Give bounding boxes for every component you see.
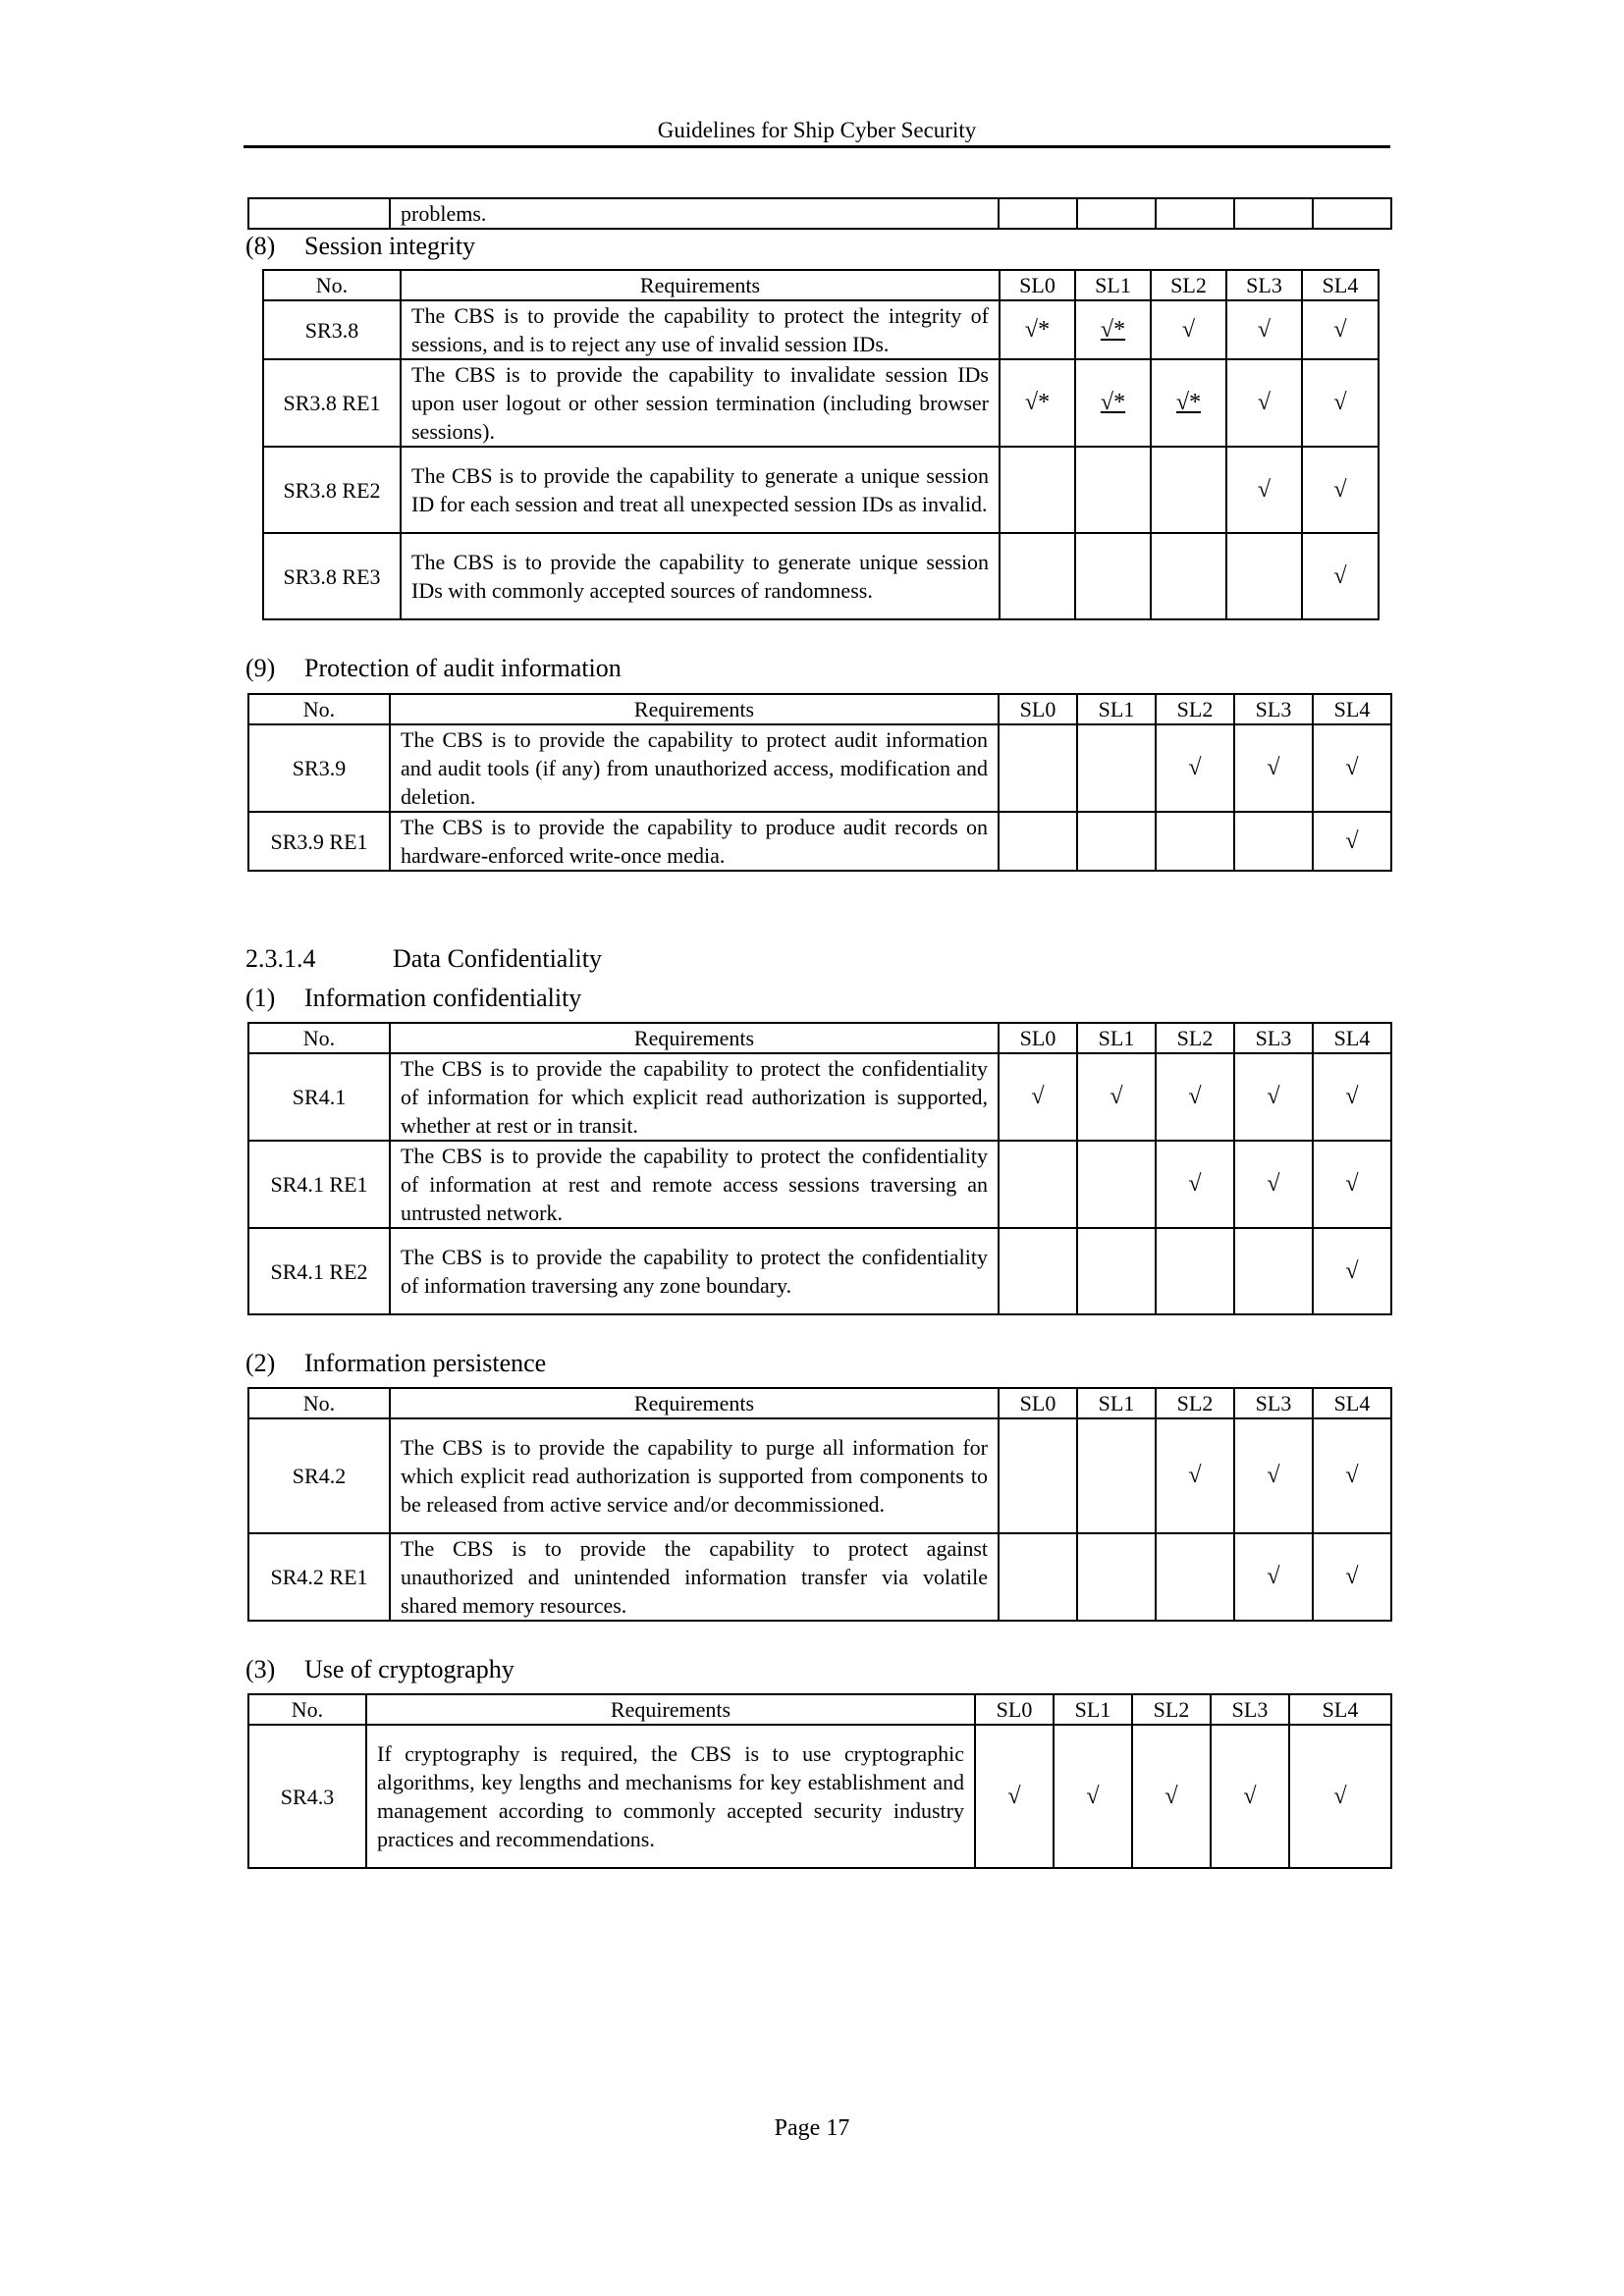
security-level-cell xyxy=(1000,300,1075,359)
column-header: SL3 xyxy=(1226,270,1302,300)
requirement-text: If cryptography is required, the CBS is to use cryptographic algorithms, key lengths and mechanisms for key establishment and management according to commonly accepted security industry practices and recommendations. xyxy=(366,1725,975,1868)
security-level-cell xyxy=(1077,1533,1156,1621)
requirement-text: The CBS is to provide the capability to protect the confidentiality of information at rest and remote access sessions traversing an untrusted network. xyxy=(390,1141,999,1228)
security-level-cell xyxy=(1151,300,1226,359)
column-header: SL0 xyxy=(999,1388,1077,1418)
check-mark-icon: √ xyxy=(1188,1171,1202,1197)
requirement-id: SR3.8 xyxy=(263,300,401,359)
check-mark-icon: √ xyxy=(1188,1463,1202,1488)
check-mark-icon: √ xyxy=(1031,1084,1045,1109)
security-level-cell xyxy=(1077,1053,1156,1141)
column-header: SL4 xyxy=(1289,1694,1391,1725)
security-level-cell xyxy=(999,812,1077,871)
column-header: No. xyxy=(263,270,401,300)
security-level-cell xyxy=(1151,447,1226,533)
table-header-row xyxy=(263,270,1379,300)
security-level-cell xyxy=(1289,1725,1391,1868)
column-header: SL4 xyxy=(1302,270,1379,300)
check-mark-icon: √ xyxy=(1333,1783,1347,1809)
page-header: Guidelines for Ship Cyber Security xyxy=(244,118,1390,148)
security-level-cell xyxy=(1302,300,1379,359)
table-row xyxy=(248,1053,1391,1141)
continuation-table xyxy=(247,197,1392,230)
column-header: SL1 xyxy=(1077,694,1156,724)
security-level-cell xyxy=(1313,1228,1391,1314)
security-level-cell xyxy=(1000,447,1075,533)
column-header: No. xyxy=(248,1023,390,1053)
section-number: (3) xyxy=(245,1655,276,1683)
check-mark-icon: √ xyxy=(1110,1084,1123,1109)
requirement-text: The CBS is to provide the capability to protect audit information and audit tools (if any) from unauthorized access, modification and deletion. xyxy=(390,724,999,812)
column-header: Requirements xyxy=(390,1388,999,1418)
security-level-cell xyxy=(1234,812,1313,871)
security-level-cell xyxy=(1313,1053,1391,1141)
column-header: No. xyxy=(248,694,390,724)
requirement-text: The CBS is to provide the capability to purge all information for which explicit read authorization is supported from components to be released from active service and/or decommissioned. xyxy=(390,1418,999,1533)
check-mark-icon: √ xyxy=(1267,1564,1280,1589)
check-mark-icon: √ xyxy=(1181,316,1196,343)
security-level-cell xyxy=(1132,1725,1211,1868)
requirement-text: The CBS is to provide the capability to protect the confidentiality of information traversing any zone boundary. xyxy=(390,1228,999,1314)
column-header: SL2 xyxy=(1156,1388,1234,1418)
section-number: (1) xyxy=(245,984,276,1012)
table-row xyxy=(248,1725,1391,1868)
table-row xyxy=(248,724,1391,812)
security-level-cell xyxy=(999,1228,1077,1314)
section-information-persistence xyxy=(245,1349,546,1378)
security-level-cell xyxy=(1156,812,1234,871)
requirement-id: SR4.2 RE1 xyxy=(248,1533,390,1621)
column-header: SL4 xyxy=(1313,1388,1391,1418)
requirement-text: The CBS is to provide the capability to generate a unique session ID for each session and treat all unexpected session IDs as invalid. xyxy=(401,447,1000,533)
security-level-cell xyxy=(999,1053,1077,1141)
security-level-cell xyxy=(1302,359,1379,447)
requirement-id: SR4.1 RE2 xyxy=(248,1228,390,1314)
check-mark-icon: √ xyxy=(1257,476,1272,503)
security-level-cell xyxy=(1077,1141,1156,1228)
column-header: No. xyxy=(248,1388,390,1418)
security-level-cell xyxy=(1313,1418,1391,1533)
section-heading: Information persistence xyxy=(304,1349,547,1377)
security-level-cell xyxy=(1313,1533,1391,1621)
column-header: SL1 xyxy=(1077,1388,1156,1418)
check-mark-icon: √ xyxy=(1345,1171,1359,1197)
column-header: SL1 xyxy=(1075,270,1151,300)
chapter-number: 2.3.1.4 xyxy=(245,944,316,973)
table-row xyxy=(248,1418,1391,1533)
security-level-cell xyxy=(999,724,1077,812)
security-level-cell xyxy=(1313,812,1391,871)
chapter-heading: Data Confidentiality xyxy=(393,944,603,973)
information-confidentiality-table xyxy=(247,1022,1392,1315)
security-level-cell xyxy=(1000,359,1075,447)
security-level-cell xyxy=(1234,1228,1313,1314)
requirement-id: SR4.2 xyxy=(248,1418,390,1533)
check-mark-icon: √ xyxy=(1345,755,1359,780)
requirement-text: The CBS is to provide the capability to protect against unauthorized and unintended information transfer via volatile shared memory resources. xyxy=(390,1533,999,1621)
check-mark-icon: √ xyxy=(1188,1084,1202,1109)
check-mark-icon: √ xyxy=(1007,1783,1021,1809)
column-header: SL2 xyxy=(1132,1694,1211,1725)
section-information-confidentiality xyxy=(245,984,581,1013)
security-level-cell xyxy=(1151,359,1226,447)
section-title xyxy=(245,1349,546,1378)
column-header: Requirements xyxy=(401,270,1000,300)
requirement-text: The CBS is to provide the capability to protect the integrity of sessions, and is to reject any use of invalid session IDs. xyxy=(401,300,1000,359)
requirement-id: SR4.1 xyxy=(248,1053,390,1141)
column-header: Requirements xyxy=(390,694,999,724)
security-level-cell xyxy=(999,1141,1077,1228)
column-header: SL1 xyxy=(1054,1694,1132,1725)
security-level-cell xyxy=(1151,533,1226,619)
check-mark-icon: √ xyxy=(1257,316,1272,343)
check-mark-icon: √* xyxy=(1100,390,1126,415)
check-mark-icon: √ xyxy=(1188,755,1202,780)
chapter-title xyxy=(245,944,602,974)
section-number: (9) xyxy=(245,654,276,682)
page-number: Page 17 xyxy=(774,2115,850,2141)
security-level-cell xyxy=(1313,724,1391,812)
section-heading: Session integrity xyxy=(304,232,476,260)
table-header-row xyxy=(248,1694,1391,1725)
check-mark-icon: √ xyxy=(1345,1564,1359,1589)
section-title xyxy=(245,654,622,683)
table-row xyxy=(263,359,1379,447)
continuation-table-block xyxy=(247,197,1392,230)
check-mark-icon: √* xyxy=(1100,316,1126,343)
column-header: SL0 xyxy=(999,1023,1077,1053)
continuation-text: problems. xyxy=(390,198,999,229)
security-level-cell xyxy=(1302,447,1379,533)
security-level-cell xyxy=(1156,1533,1234,1621)
check-mark-icon: √* xyxy=(1175,390,1202,415)
security-level-cell xyxy=(1226,359,1302,447)
security-level-cell xyxy=(999,1533,1077,1621)
security-level-cell xyxy=(1156,724,1234,812)
security-level-cell xyxy=(1075,300,1151,359)
column-header: SL2 xyxy=(1156,1023,1234,1053)
security-level-cell xyxy=(1226,300,1302,359)
check-mark-icon: √ xyxy=(1267,1084,1280,1109)
security-level-cell xyxy=(1226,447,1302,533)
column-header: SL0 xyxy=(975,1694,1054,1725)
table-row xyxy=(248,1533,1391,1621)
section-heading: Information confidentiality xyxy=(304,984,582,1012)
requirement-id: SR3.8 RE1 xyxy=(263,359,401,447)
section-title xyxy=(245,984,581,1013)
requirement-id: SR3.8 RE2 xyxy=(263,447,401,533)
check-mark-icon: √ xyxy=(1086,1783,1100,1809)
security-level-cell xyxy=(1234,1418,1313,1533)
section-number: (8) xyxy=(245,232,276,260)
security-level-cell xyxy=(1234,724,1313,812)
security-level-cell xyxy=(1075,533,1151,619)
security-level-cell xyxy=(1226,533,1302,619)
requirement-id: SR3.8 RE3 xyxy=(263,533,401,619)
security-level-cell xyxy=(1302,533,1379,619)
check-mark-icon: √* xyxy=(1024,390,1051,415)
table-row xyxy=(248,812,1391,871)
section-number: (2) xyxy=(245,1349,276,1377)
table-header-row xyxy=(248,1023,1391,1053)
column-header: SL0 xyxy=(1000,270,1075,300)
security-level-cell xyxy=(1234,1053,1313,1141)
security-level-cell xyxy=(1075,447,1151,533)
check-mark-icon: √ xyxy=(1345,1084,1359,1109)
audit-protection-table xyxy=(247,693,1392,872)
table-header-row xyxy=(248,1388,1391,1418)
column-header: SL3 xyxy=(1211,1694,1289,1725)
requirement-text: The CBS is to provide the capability to invalidate session IDs upon user logout or other session termination (including browser sessions). xyxy=(401,359,1000,447)
check-mark-icon: √ xyxy=(1257,390,1272,415)
requirement-id: SR3.9 RE1 xyxy=(248,812,390,871)
security-level-cell xyxy=(1156,1228,1234,1314)
check-mark-icon: √ xyxy=(1267,1463,1280,1488)
check-mark-icon: √ xyxy=(1333,316,1347,343)
section-title xyxy=(245,232,475,261)
section-audit-protection xyxy=(245,654,622,683)
requirement-id: SR3.9 xyxy=(248,724,390,812)
security-level-cell xyxy=(1077,724,1156,812)
security-level-cell xyxy=(1075,359,1151,447)
column-header: SL2 xyxy=(1156,694,1234,724)
section-use-of-cryptography xyxy=(245,1655,514,1684)
check-mark-icon: √ xyxy=(1345,1463,1359,1488)
requirement-id: SR4.3 xyxy=(248,1725,366,1868)
security-level-cell xyxy=(1054,1725,1132,1868)
security-level-cell xyxy=(1077,1228,1156,1314)
security-level-cell xyxy=(1077,812,1156,871)
column-header: SL4 xyxy=(1313,1023,1391,1053)
column-header: Requirements xyxy=(390,1023,999,1053)
requirement-id: SR4.1 RE1 xyxy=(248,1141,390,1228)
table-header-row xyxy=(248,694,1391,724)
section-heading: Use of cryptography xyxy=(304,1655,514,1683)
check-mark-icon: √ xyxy=(1345,828,1359,854)
security-level-cell xyxy=(975,1725,1054,1868)
check-mark-icon: √ xyxy=(1267,1171,1280,1197)
security-level-cell xyxy=(1234,1533,1313,1621)
requirement-text: The CBS is to provide the capability to produce audit records on hardware-enforced write-once media. xyxy=(390,812,999,871)
column-header: No. xyxy=(248,1694,366,1725)
check-mark-icon: √ xyxy=(1333,390,1347,415)
column-header: SL0 xyxy=(999,694,1077,724)
requirement-text: The CBS is to provide the capability to protect the confidentiality of information for which explicit read authorization is supported, whether at rest or in transit. xyxy=(390,1053,999,1141)
column-header: SL3 xyxy=(1234,1388,1313,1418)
check-mark-icon: √ xyxy=(1243,1783,1257,1809)
check-mark-icon: √ xyxy=(1267,755,1280,780)
column-header: SL3 xyxy=(1234,694,1313,724)
information-persistence-table xyxy=(247,1387,1392,1622)
column-header: SL4 xyxy=(1313,694,1391,724)
security-level-cell xyxy=(1000,533,1075,619)
security-level-cell xyxy=(1077,1418,1156,1533)
chapter-data-confidentiality xyxy=(245,944,602,974)
security-level-cell xyxy=(1156,1053,1234,1141)
table-row xyxy=(248,1141,1391,1228)
check-mark-icon: √ xyxy=(1164,1783,1178,1809)
use-of-cryptography-table xyxy=(247,1693,1392,1869)
section-session-integrity xyxy=(245,232,475,261)
column-header: SL1 xyxy=(1077,1023,1156,1053)
column-header: SL2 xyxy=(1151,270,1226,300)
security-level-cell xyxy=(1211,1725,1289,1868)
section-title xyxy=(245,1655,514,1684)
check-mark-icon: √ xyxy=(1333,476,1347,503)
check-mark-icon: √* xyxy=(1024,316,1051,343)
section-heading: Protection of audit information xyxy=(304,654,622,682)
table-row xyxy=(248,1228,1391,1314)
security-level-cell xyxy=(999,1418,1077,1533)
check-mark-icon: √ xyxy=(1333,562,1347,589)
security-level-cell xyxy=(1313,1141,1391,1228)
security-level-cell xyxy=(1156,1418,1234,1533)
column-header: Requirements xyxy=(366,1694,975,1725)
security-level-cell xyxy=(1156,1141,1234,1228)
column-header: SL3 xyxy=(1234,1023,1313,1053)
requirement-text: The CBS is to provide the capability to generate unique session IDs with commonly accepted sources of randomness. xyxy=(401,533,1000,619)
check-mark-icon: √ xyxy=(1345,1257,1359,1284)
table-row xyxy=(263,533,1379,619)
table-row xyxy=(263,447,1379,533)
security-level-cell xyxy=(1234,1141,1313,1228)
table-row xyxy=(263,300,1379,359)
session-integrity-table xyxy=(262,269,1380,620)
